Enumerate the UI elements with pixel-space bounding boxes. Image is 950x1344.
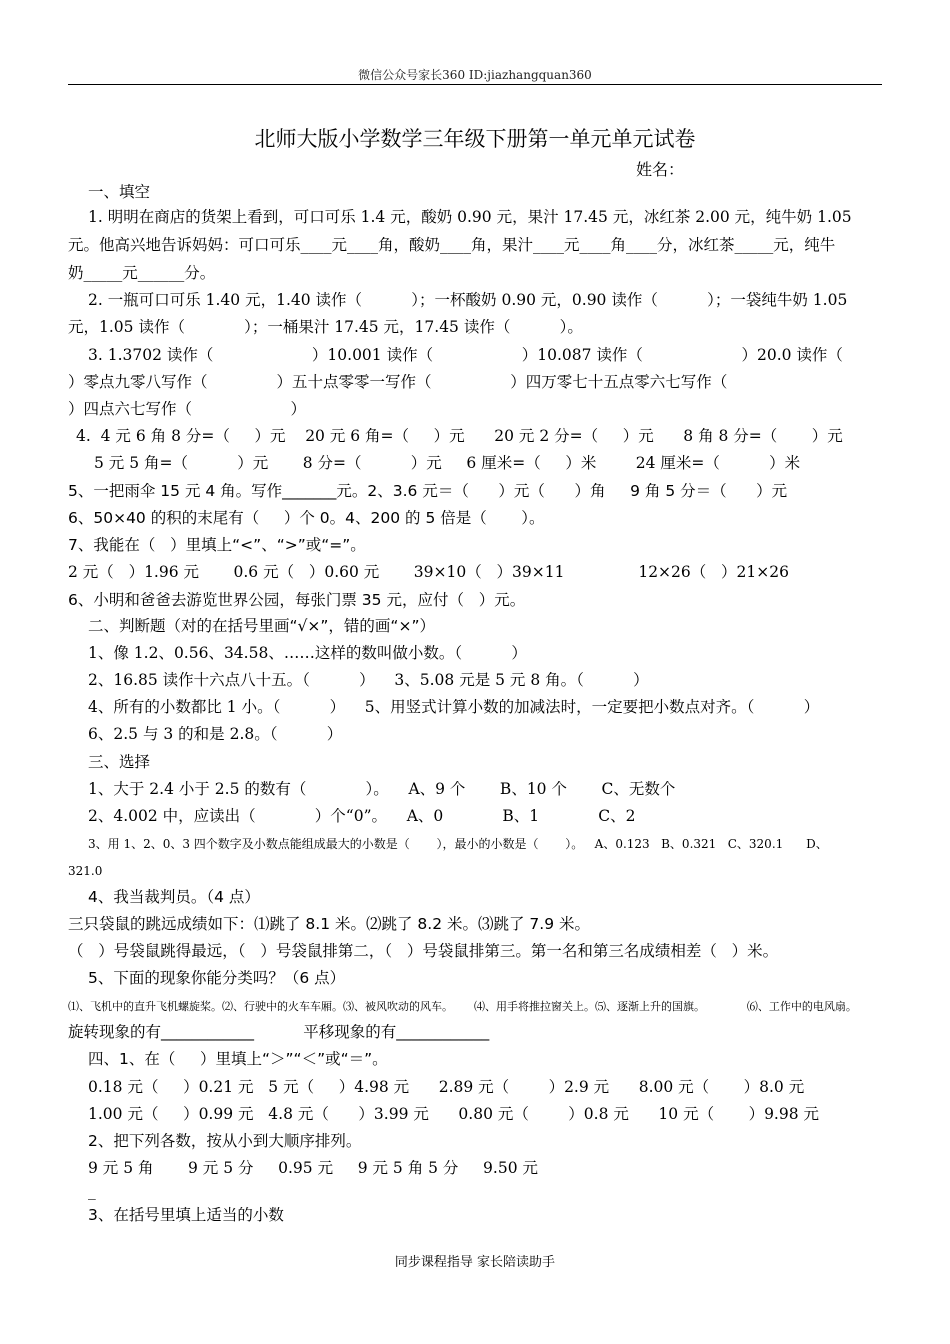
page-header: 微信公众号家长360 ID:jiazhangquan360 [358, 68, 592, 82]
tf-q1: 1、像 1.2、0.56、34.58、……这样的数叫做小数。（ ） [88, 644, 527, 662]
order-numbers: 9 元 5 角 9 元 5 分 0.95 元 9 元 5 角 5 分 9.50 元 [88, 1159, 539, 1177]
order-answer-line: _ [88, 1182, 96, 1200]
page-title: 北师大版小学数学三年级下册第一单元单元试卷 [254, 127, 696, 151]
q2-line2: 元，1.05 读作（ ）；一桶果汁 17.45 元，17.45 读作（ ）。 [68, 318, 583, 336]
q8-line: 6、小明和爸爸去游览世界公园，每张门票 35 元，应付（ ）元。 [68, 591, 526, 609]
q2-line1: 2. 一瓶可口可乐 1.40 元，1.40 读作（ ）；一杯酸奶 0.90 元，0.90 读作（ ）；一袋纯牛奶 1.05 [88, 291, 848, 309]
classify-items: ⑴、飞机中的直升飞机螺旋桨。⑵、行驶中的火车车厢。⑶、被风吹动的风车。 ⑷、用手将推拉窗关上。⑸、逐渐上升的国旗。 ⑹、工作中的电风扇。 [68, 1000, 857, 1013]
choice-q3-line1: 3、用 1、2、0、3 四个数字及小数点能组成最大的小数是（ ），最小的小数是（ ）。 A、0.123 B、0.321 C、320.1 D、 [88, 837, 828, 851]
q3-line3: ）四点六七写作（ ） [68, 400, 307, 418]
tf-q4-q5: 4、所有的小数都比 1 小。（ ） 5、用竖式计算小数的加减法时，一定要把小数点对齐。（ ） [88, 698, 820, 716]
section-true-false: 二、判断题（对的在括号里画“√×”，错的画“×”） [88, 617, 435, 635]
fill-decimal-title: 3、在括号里填上适当的小数 [88, 1206, 284, 1224]
judge-title: 4、我当裁判员。（4 点） [88, 888, 260, 906]
q1-line1: 1. 明明在商店的货架上看到，可口可乐 1.4 元，酸奶 0.90 元，果汁 17.45 元，冰红茶 2.00 元，纯牛奶 1.05 [88, 208, 852, 226]
q3-line1: 3. 1.3702 读作（ ）10.001 读作（ ）10.087 读作（ ）20.0 读作（ [88, 346, 843, 364]
tf-q2-q3: 2、16.85 读作十六点八十五。（ ） 3、5.08 元是 5 元 8 角。（ ） [88, 671, 649, 689]
judge-results: 三只袋鼠的跳远成绩如下：⑴跳了 8.1 米。⑵跳了 8.2 米。⑶跳了 7.9 米。 [68, 915, 591, 933]
classify-title: 5、下面的现象你能分类吗？（6 点） [88, 969, 346, 987]
page-footer: 同步课程指导 家长陪读助手 [394, 1255, 556, 1270]
section-fill-in: 一、填空 [88, 183, 151, 201]
tf-q6: 6、2.5 与 3 的和是 2.8。（ ） [88, 725, 343, 743]
q1-line2: 元。他高兴地告诉妈妈：可口可乐____元____角，酸奶____角，果汁____元____角____分，冰红茶_____元，纯牛 [68, 236, 836, 254]
q6-line: 6、50×40 的积的末尾有（ ）个 0。4、200 的 5 倍是（ ）。 [68, 509, 545, 527]
q1-line3: 奶_____元______分。 [68, 264, 216, 282]
q4-line2: 5 元 5 角=（ ）元 8 分=（ ）元 6 厘米=（ ）米 24 厘米=（ ）米 [94, 454, 801, 472]
choice-q3-line2: 321.0 [68, 864, 103, 878]
section-choice: 三、选择 [88, 753, 151, 771]
compare-row1: 0.18 元（ ）0.21 元 5 元（ ）4.98 元 2.89 元（ ）2.9 元 8.00 元（ ）8.0 元 [88, 1078, 805, 1096]
name-label: 姓名： [636, 160, 685, 179]
header-rule [68, 84, 882, 85]
q5-line: 5、一把雨伞 15 元 4 角。写作_______元。2、3.6 元＝（ ）元（ ）角 9 角 5 分＝（ ）元 [68, 482, 788, 500]
section-compare: 四、1、在（ ）里填上“＞”“＜”或“＝”。 [88, 1050, 388, 1068]
q7-compare-row: 2 元（ ）1.96 元 0.6 元（ ）0.60 元 39×10（ ）39×11 12×26（ ）21×26 [68, 563, 789, 581]
order-title: 2、把下列各数，按从小到大顺序排列。 [88, 1132, 362, 1150]
q3-line2: ）零点九零八写作（ ）五十点零零一写作（ ）四万零七十五点零六七写作（ [68, 373, 728, 391]
choice-q1: 1、大于 2.4 小于 2.5 的数有（ ）。 A、9 个 B、10 个 C、无数个 [88, 780, 676, 798]
choice-q2: 2、4.002 中，应读出（ ）个“0”。 A、0 B、1 C、2 [88, 807, 636, 825]
q7-line: 7、我能在（ ）里填上“<”、“>”或“=”。 [68, 536, 366, 554]
judge-question: （ ）号袋鼠跳得最远，（ ）号袋鼠排第二，（ ）号袋鼠排第三。第一名和第三名成绩相差（ ）米。 [68, 942, 779, 960]
classify-answers: 旋转现象的有____________ 平移现象的有____________ [68, 1023, 490, 1041]
compare-row2: 1.00 元（ ）0.99 元 4.8 元（ ）3.99 元 0.80 元（ ）0.8 元 10 元（ ）9.98 元 [88, 1105, 820, 1123]
q4-line1: 4. 4 元 6 角 8 分=（ ）元 20 元 6 角=（ ）元 20 元 2 分=（ ）元 8 角 8 分=（ ）元 [76, 427, 843, 445]
